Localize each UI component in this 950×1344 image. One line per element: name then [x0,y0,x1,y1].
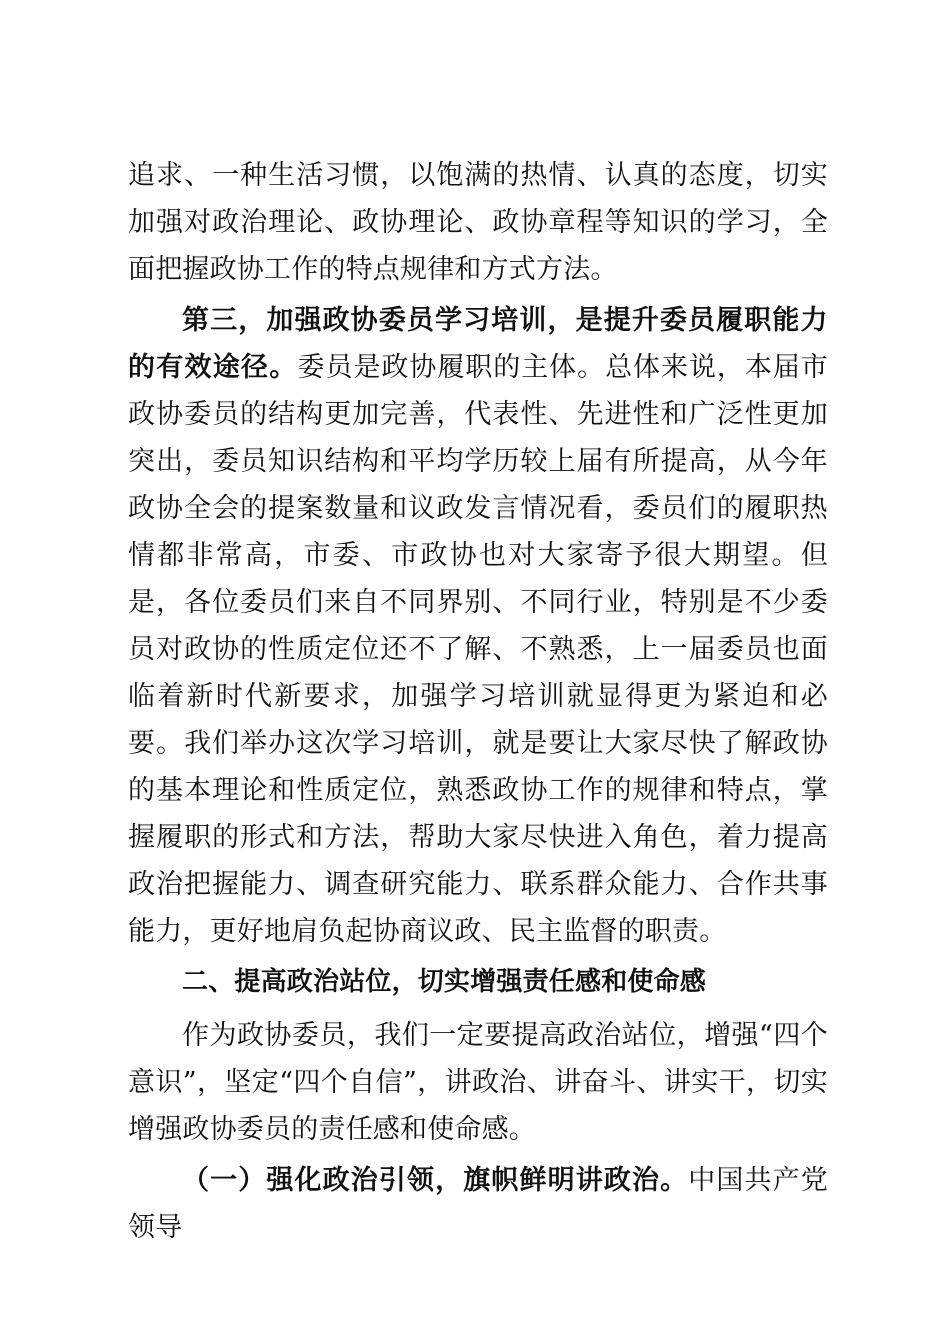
paragraph-political-stance [128,1012,828,1153]
subsection-lead: （一）强化政治引领，旗帜鲜明讲政治。 [182,1165,689,1196]
paragraph-text: 追求、一种生活习惯，以饱满的热情、认真的态度，切实加强对政治理论、政协理论、政协章程等知识的学习，全面把握政协工作的特点规律和方式方法。 [128,160,828,285]
paragraph-text: 中国共产党领导 [128,1165,829,1243]
paragraph-lead: 第三，加强政协委员学习培训，是提升委员履职能力的有效途径。 [128,305,828,383]
paragraph-continuation [128,152,828,293]
paragraph-text: 作为政协委员，我们一定要提高政治站位，增强“四个意识”，坚定“四个自信”，讲政治、讲奋斗、讲实干，切实增强政协委员的责任感和使命感。 [128,1020,828,1145]
section-heading: 二、提高政治站位，切实增强责任感和使命感 [182,967,707,997]
paragraph-subsection-one [128,1157,828,1251]
document-body [128,152,828,1255]
paragraph-text: 委员是政协履职的主体。总体来说，本届市政协委员的结构更加完善，代表性、先进性和广泛性更加突出，委员知识结构和平均学历较上届有所提高，从今年政协全会的提案数量和议政发言情况看，委员们的履职热情都非常高，市委、市政协也对大家寄予很大期望。但是，各位委员们来自不同界别、不同行业，特别是不少委员对政协的性质定位还不了解、不熟悉，上一届委员也面临着新时代新要求，加强学习培训就显得更为紧迫和必要。我们举办这次学习培训，就是要让大家尽快了解政协的基本理论和性质定位，熟悉政协工作的规律和特点，掌握履职的形式和方法，帮助大家尽快进入角色，着力提高政治把握能力、调查研究能力、联系群众能力、合作共事能力，更好地肩负起协商议政、民主监督的职责。 [128,352,828,947]
paragraph-third-point [128,297,828,955]
